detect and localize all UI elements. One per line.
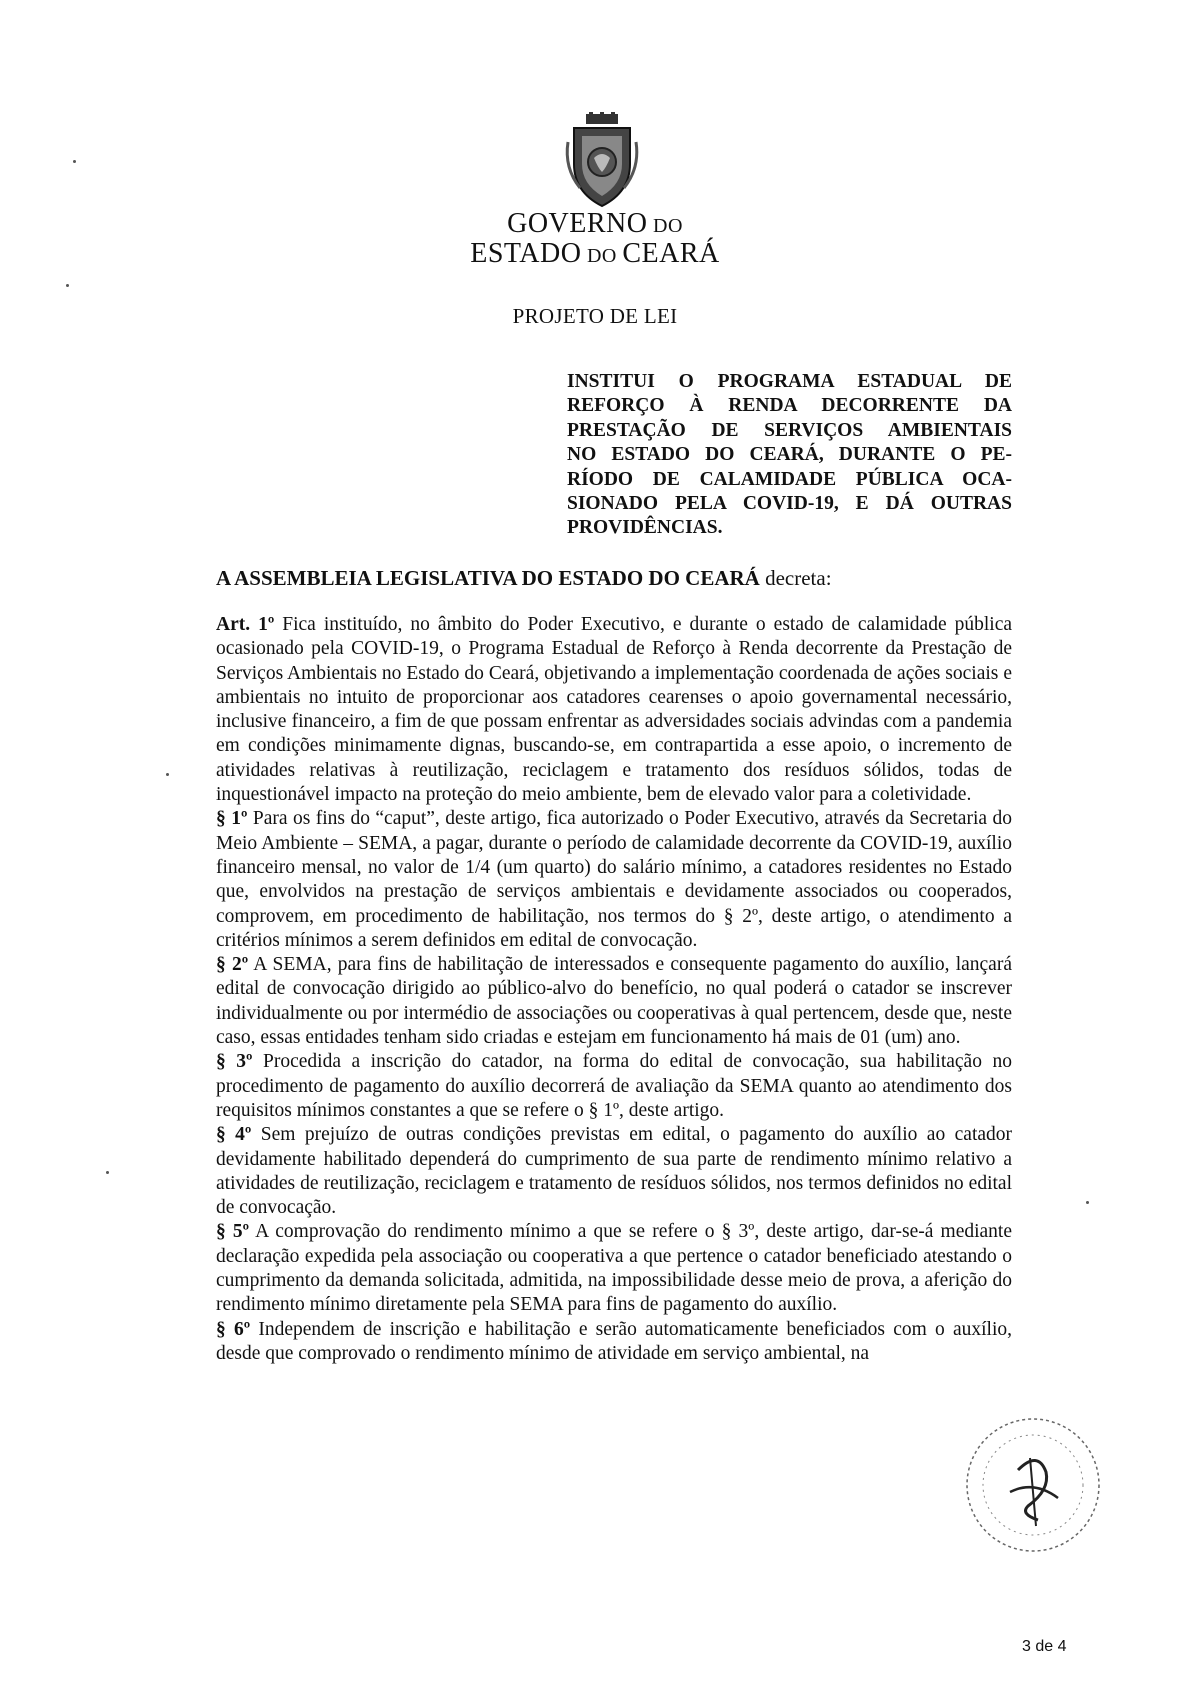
government-word: GOVERNO <box>507 208 648 239</box>
state-preposition: DO <box>581 245 623 267</box>
summary-line: PRESTAÇÃO DE SERVIÇOS AMBIENTAIS <box>567 419 1012 441</box>
paragraph-text: A comprovação do rendimento mínimo a que se refere o § 3º, deste artigo, dar-se-á mediante declaração expedida pela associação ou cooperativa a que pertence o catador beneficiado atestando o cumprimento da demanda solicitada, admitida, na impossibilidade desse meio de prova, a aferição do rendimento mínimo diretamente pela SEMA para fins de pagamento do auxílio. <box>216 1221 1013 1316</box>
paragraph-text: A SEMA, para fins de habilitação de interessados e consequente pagamento do auxílio, lançará edital de convocação dirigido ao público-alvo do benefício, no qual poderá o catador se inscrever individualmente ou por intermédio de associações ou cooperativas à qual pertencem, desde que, neste caso, essas entidades tenham sido criadas e estejam em funcionamento há mais de 01 (um) ano. <box>216 954 1012 1049</box>
paragraph-6 <box>216 1318 1012 1367</box>
state-name: CEARÁ <box>622 238 720 269</box>
paragraph-text: Fica instituído, no âmbito do Poder Executivo, e durante o estado de calamidade pública ocasionado pela COVID-19, o Programa Estadual de Reforço à Renda decorrente da Prestação de Serviços Ambientais no Estado do Ceará, objetivando a implementação coordenada de ações sociais e ambientais no intuito de proporcionar aos catadores cearenses o apoio governamental necessário, inclusive financeiro, a fim de que possam enfrentar as adversidades sociais advindas com a pandemia em condições minimamente dignas, buscando-se, em contrapartida a esse apoio, o incremento de atividades relativas à reutilização, reciclagem e tratamento dos resíduos sólidos, todas de inquestionável impacto na proteção do meio ambiente, bem de elevado valor para a coletividade. <box>216 614 1012 806</box>
summary-line: INSTITUI O PROGRAMA ESTADUAL DE <box>567 371 1012 392</box>
paragraph-1 <box>216 807 1012 953</box>
scan-speck <box>166 773 169 776</box>
bill-body <box>216 613 1012 1366</box>
paragraph-4 <box>216 1123 1012 1220</box>
bill-summary <box>567 370 1012 541</box>
paragraph-text: Sem prejuízo de outras condições previstas em edital, o pagamento do auxílio ao catador devidamente habilitado dependerá do cumprimento de sua parte de rendimento mínimo relativo a atividades de reutilização, reciclagem e tratamento de resíduos sólidos, nos termos definidos no edital de convocação. <box>216 1124 1013 1219</box>
summary-line: SIONADO PELA COVID-19, E DÁ OUTRAS <box>567 493 1012 515</box>
state-coat-of-arms <box>560 112 644 208</box>
scan-speck <box>73 160 76 163</box>
paragraph-label: § 2º <box>216 954 249 976</box>
paragraph-label: Art. 1º <box>216 614 275 635</box>
paragraph-5 <box>216 1220 1012 1317</box>
paragraph-text: Procedida a inscrição do catador, na forma do edital de convocação, sua habilitação no procedimento de pagamento do auxílio decorrerá de avaliação da SEMA quanto ao atendimento dos requisitos mínimos constantes a que se refere o § 1º, deste artigo. <box>216 1051 1012 1121</box>
paragraph-label: § 5º <box>216 1221 250 1243</box>
paragraph-label: § 3º <box>216 1051 253 1073</box>
page-number: 3 de 4 <box>1022 1638 1067 1655</box>
government-name-line1 <box>0 208 1190 242</box>
scan-speck <box>106 1171 109 1174</box>
enactment-authority: A ASSEMBLEIA LEGISLATIVA DO ESTADO DO CEARÁ <box>216 566 760 590</box>
paragraph-3 <box>216 1050 1012 1123</box>
government-name-line2 <box>0 238 1190 272</box>
enactment-clause <box>216 566 832 591</box>
enactment-verb: decreta: <box>759 566 832 590</box>
paragraph-label: § 4º <box>216 1124 252 1146</box>
paragraph-label: § 1º <box>216 808 248 830</box>
state-word: ESTADO <box>470 238 582 269</box>
summary-line: REFORÇO À RENDA DECORRENTE DA <box>567 395 1012 417</box>
paragraph-2 <box>216 953 1012 1050</box>
government-preposition: DO <box>647 215 683 237</box>
summary-line: PROVIDÊNCIAS. <box>567 517 723 539</box>
paragraph-label: § 6º <box>216 1318 251 1340</box>
paragraph-text: Para os fins do “caput”, deste artigo, fica autorizado o Poder Executivo, através da Secretaria do Meio Ambiente – SEMA, a pagar, durante o período de calamidade decorrente da COVID-19, auxílio financeiro mensal, no valor de 1/4 (um quarto) do salário mínimo, a catadores residentes no Estado que, envolvidos na prestação de serviços ambientais e devidamente associados ou cooperados, comprovem, em procedimento de habilitação, nos termos do § 2º, deste artigo, o atendimento a critérios mínimos a serem definidos em edital de convocação. <box>216 808 1012 951</box>
article-1 <box>216 613 1012 807</box>
scan-speck <box>1086 1201 1089 1204</box>
summary-line: RÍODO DE CALAMIDADE PÚBLICA OCA- <box>567 468 1012 490</box>
scan-speck <box>66 284 69 287</box>
paragraph-text: Independem de inscrição e habilitação e serão automaticamente beneficiados com o auxílio, desde que comprovado o rendimento mínimo de atividade em serviço ambiental, na <box>216 1318 1012 1364</box>
protocol-stamp-with-signature <box>958 1410 1108 1560</box>
summary-line: NO ESTADO DO CEARÁ, DURANTE O PE- <box>567 444 1012 466</box>
document-type: PROJETO DE LEI <box>512 304 678 328</box>
